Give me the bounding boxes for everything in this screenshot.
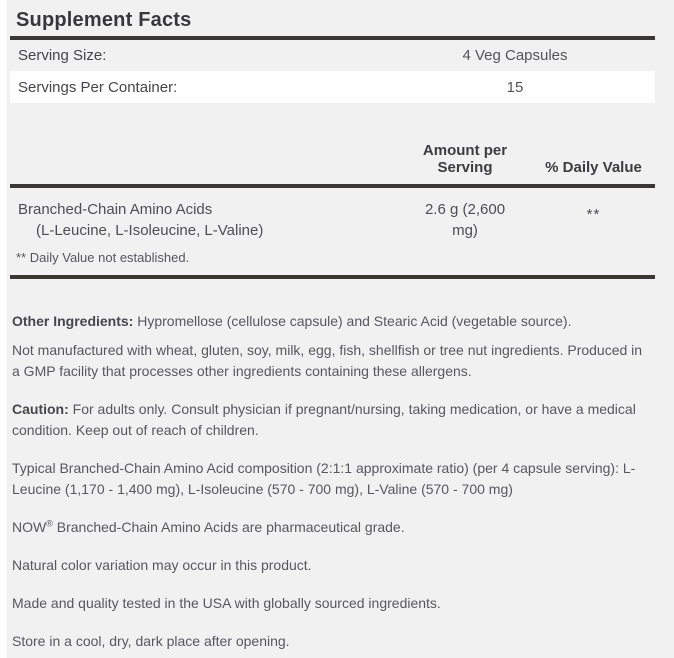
grade-paragraph [12,517,648,538]
nutrient-subname: (L-Leucine, L-Isoleucine, L-Valine) [36,222,264,239]
additional-info [12,311,648,652]
servings-per-container-label: Servings Per Container: [18,78,178,96]
nutrient-daily-value: ** [586,206,601,223]
page-left-margin [0,0,7,658]
divider-bottom [10,275,655,279]
serving-size-value: 4 Veg Capsules [462,47,568,64]
supplement-facts-panel [10,0,655,279]
table-row [10,188,655,247]
made-in-paragraph: Made and quality tested in the USA with globally sourced ingredients. [12,595,441,611]
caution-paragraph [12,399,648,441]
nutrient-name: Branched-Chain Amino Acids [18,201,213,218]
brand-name: NOW [12,519,47,535]
supplement-facts-title: Supplement Facts [16,9,192,31]
serving-size-label: Serving Size: [18,47,107,64]
amount-per-serving-header: Amount per Serving [422,142,508,176]
registered-trademark-symbol: ® [46,518,53,529]
caution-lead: Caution: [12,401,69,417]
allergen-paragraph: Not manufactured with wheat, gluten, soy, milk, egg, fish, shellfish or tree nut ingredients. Produced in a GMP facility that processes other ingredients containing these allergens. [12,342,643,379]
servings-per-container-value: 15 [506,78,524,96]
daily-value-footnote: ** Daily Value not established. [16,250,190,265]
other-ingredients-text: Hypromellose (cellulose capsule) and Stearic Acid (vegetable source). [133,313,572,329]
other-ingredients-paragraph [12,311,648,332]
servings-per-container-row [10,71,655,103]
serving-size-row [10,40,655,71]
storage-paragraph: Store in a cool, dry, dark place after opening. [12,633,290,649]
grade-text: Branched-Chain Amino Acids are pharmaceutical grade. [52,519,405,535]
other-ingredients-lead: Other Ingredients: [12,313,134,329]
percent-daily-value-header: % Daily Value [545,159,642,176]
composition-paragraph: Typical Branched-Chain Amino Acid composition (2:1:1 approximate ratio) (per 4 capsule serving): L-Leucine (1,170 - 1,400 mg), L-Isoleucine (570 - 700 mg), L-Valine (570 - 700 mg) [12,460,636,497]
nutrient-name-cell [10,199,410,241]
table-column-headers [10,103,655,184]
caution-text: For adults only. Consult physician if pregnant/nursing, taking medication, or have a medical condition. Keep out of reach of children. [12,401,636,438]
color-variation-paragraph: Natural color variation may occur in this product. [12,557,312,573]
nutrient-amount: 2.6 g (2,600 mg) [424,201,506,239]
